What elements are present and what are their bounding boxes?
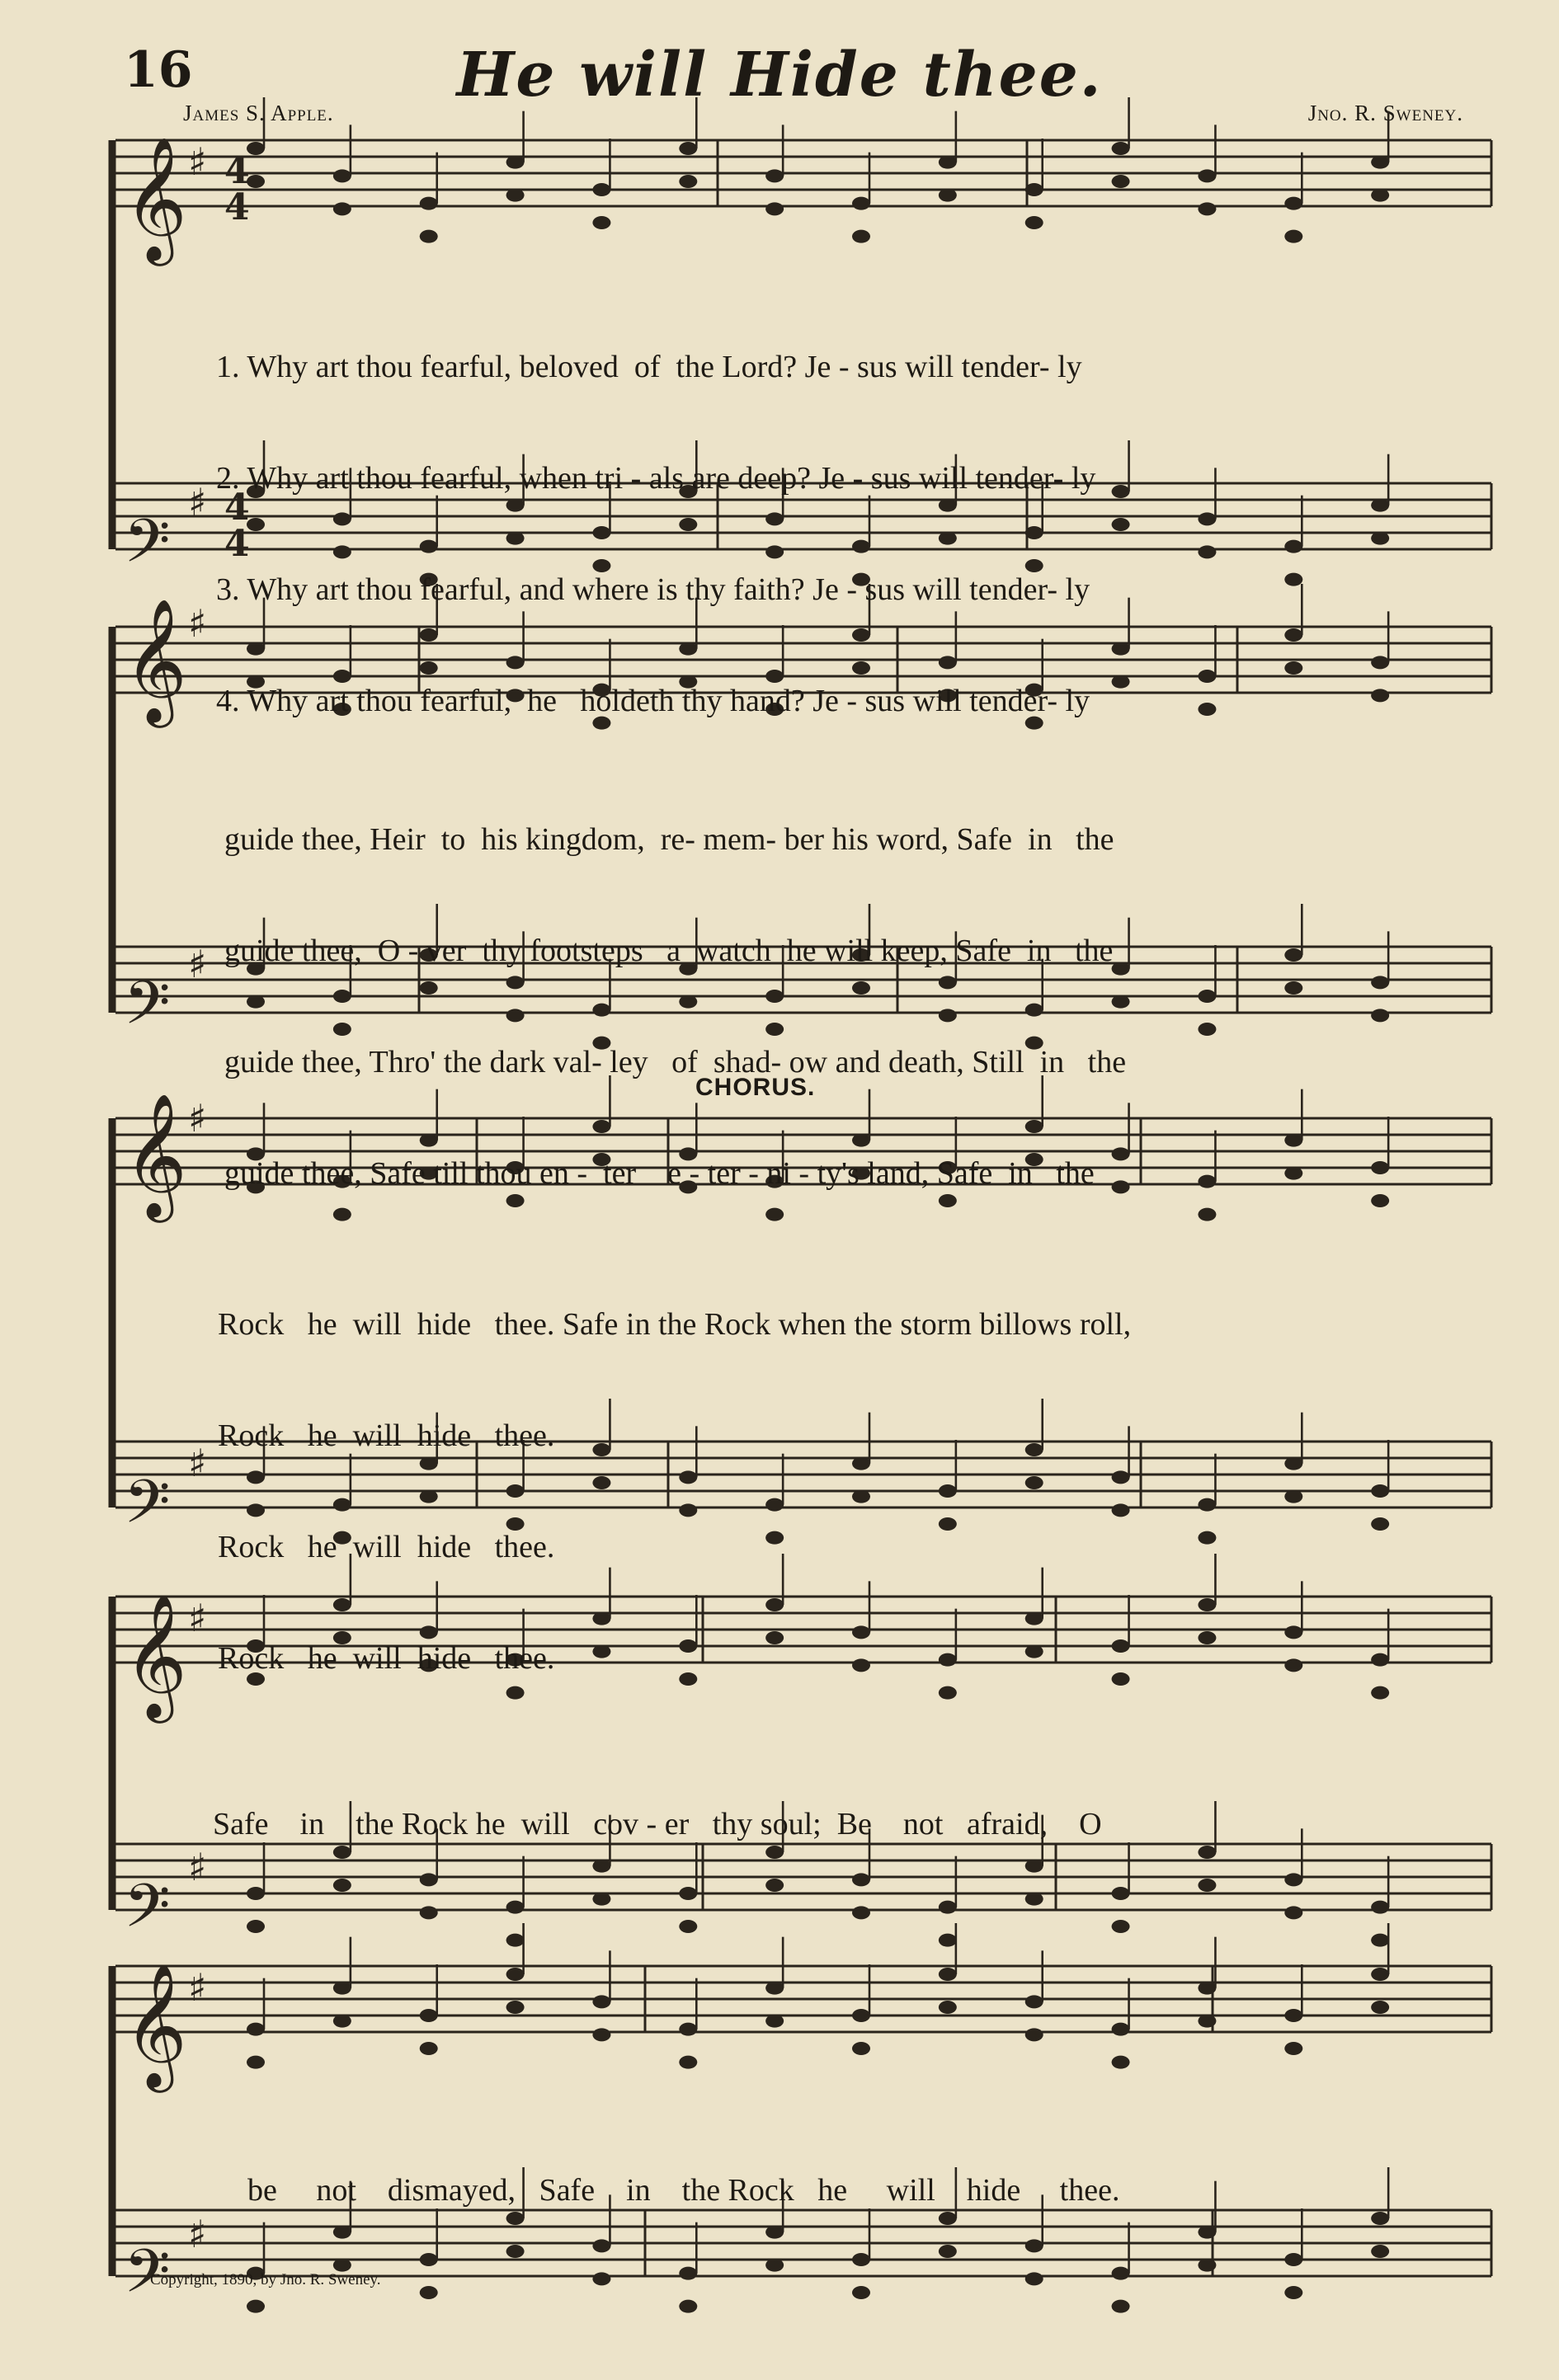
note-head — [1371, 2212, 1389, 2225]
note-head — [1025, 2272, 1043, 2285]
note-head — [1284, 2286, 1302, 2299]
treble-clef: 𝄞 — [124, 1592, 187, 1718]
note-head — [1198, 169, 1216, 182]
note-head — [1198, 512, 1216, 525]
note-head — [1025, 1995, 1043, 2008]
note-head — [1371, 1901, 1389, 1914]
lyricist-credit: James S. Apple. — [183, 101, 334, 125]
note-head — [939, 2245, 957, 2258]
note-head — [506, 189, 525, 202]
note-head — [1112, 642, 1130, 656]
note-head — [1284, 573, 1302, 586]
note-head — [333, 2259, 351, 2272]
note-head — [1371, 656, 1389, 669]
note-head — [247, 2023, 265, 2036]
note-head — [1112, 2300, 1130, 2313]
chorus-label: CHORUS. — [695, 1074, 816, 1101]
note-head — [1284, 2253, 1302, 2266]
note-head — [1371, 189, 1389, 202]
note-head — [1198, 2015, 1216, 2028]
note-head — [1284, 1134, 1302, 1147]
note-head — [1198, 703, 1216, 716]
verse-line: guide thee, Heir to his kingdom, re- mem- ber his word, Safe in the — [224, 822, 1114, 857]
note-head — [420, 2042, 438, 2055]
time-signature-bottom: 4 — [224, 186, 250, 228]
note-head — [852, 1906, 870, 1919]
clefs — [124, 135, 187, 2321]
note-head — [1371, 2001, 1389, 2014]
note-head — [1198, 990, 1216, 1003]
note-head — [247, 2056, 265, 2069]
note-head — [506, 1934, 525, 1947]
note-head — [1112, 142, 1130, 155]
verse-line: guide thee, O - ver thy footsteps a watch he will keep, Safe in the — [224, 934, 1114, 968]
note-head — [333, 202, 351, 215]
note-head — [1112, 518, 1130, 531]
verse-line: 3. Why art thou fearful, and where is thy faith? Je - sus will tender- ly — [216, 572, 1090, 607]
note-head — [852, 2042, 870, 2055]
verse-line: Rock he will hide thee. — [218, 1641, 555, 1676]
note-head — [765, 2015, 784, 2028]
note-head — [506, 1901, 525, 1914]
note-head — [420, 197, 438, 210]
note-head — [1198, 2226, 1216, 2239]
note-head — [1371, 1009, 1389, 1022]
note-head — [939, 156, 957, 169]
note-head — [1371, 689, 1389, 702]
note-head — [1284, 540, 1302, 553]
lyrics-system-1 — [216, 275, 1095, 757]
treble-clef: 𝄞 — [124, 597, 187, 722]
note-head — [1284, 2042, 1302, 2055]
note-head — [333, 2015, 351, 2028]
note-head — [420, 2253, 438, 2266]
note-head — [1198, 1498, 1216, 1512]
note-head — [1284, 981, 1302, 995]
note-head — [506, 2001, 525, 2014]
key-signatures — [188, 139, 206, 2256]
note-head — [679, 2056, 697, 2069]
note-head — [1025, 183, 1043, 196]
treble-clef: 𝄞 — [124, 1962, 187, 2087]
verse-line: Safe in the Rock he will cov - er thy soul; Be not afraid, O — [213, 1807, 1102, 1841]
note-head — [1198, 670, 1216, 683]
note-head — [1371, 976, 1389, 989]
bass-clef: 𝄢 — [124, 506, 171, 590]
note-head — [247, 2300, 265, 2313]
lyrics-system-2 — [224, 747, 1126, 1230]
note-head — [1198, 1208, 1216, 1221]
bass-clef: 𝄢 — [124, 1870, 171, 1955]
note-head — [1198, 1879, 1216, 1892]
note-head — [1371, 1934, 1389, 1947]
note-head — [1371, 1194, 1389, 1207]
note-head — [939, 1901, 957, 1914]
note-head — [247, 1887, 265, 1900]
note-head — [939, 1968, 957, 1981]
sharp-icon: ♯ — [188, 1596, 207, 1640]
note-head — [1198, 202, 1216, 215]
sharp-icon: ♯ — [188, 1845, 207, 1889]
time-signature-top: 4 — [224, 150, 250, 192]
note-head — [1371, 499, 1389, 512]
note-head — [765, 2259, 784, 2272]
treble-clef: 𝄞 — [124, 1092, 187, 1217]
verse-line: 4. Why art thou fearful, he holdeth thy hand? Je - sus will tender- ly — [216, 684, 1090, 718]
note-head — [1284, 230, 1302, 243]
treble-clef: 𝄞 — [124, 135, 187, 261]
note-head — [1025, 1893, 1043, 1906]
note-head — [1112, 485, 1130, 498]
note-head — [1198, 1846, 1216, 1859]
verse-line: guide thee, Thro' the dark val- ley of shad- ow and death, Still in the — [224, 1045, 1127, 1079]
note-head — [592, 2028, 610, 2041]
note-head — [765, 1879, 784, 1892]
note-head — [333, 1879, 351, 1892]
note-head — [679, 142, 697, 155]
note-head — [679, 2267, 697, 2280]
note-head — [1371, 1517, 1389, 1531]
note-head — [1371, 532, 1389, 545]
note-head — [1284, 2009, 1302, 2022]
note-head — [1371, 1686, 1389, 1700]
note-head — [1198, 1631, 1216, 1644]
sharp-icon: ♯ — [188, 601, 207, 646]
time-signature-bottom: 4 — [224, 523, 250, 565]
note-head — [506, 156, 525, 169]
note-head — [420, 1906, 438, 1919]
note-head — [679, 175, 697, 188]
note-head — [1198, 1598, 1216, 1611]
note-head — [765, 169, 784, 182]
note-head — [1371, 1653, 1389, 1667]
note-head — [1025, 216, 1043, 229]
bass-clef: 𝄢 — [124, 967, 171, 1052]
note-head — [852, 197, 870, 210]
note-head — [506, 1968, 525, 1981]
note-head — [1198, 1531, 1216, 1545]
sharp-icon: ♯ — [188, 2212, 207, 2256]
note-head — [1112, 175, 1130, 188]
note-head — [1284, 1873, 1302, 1886]
verse-line: Rock he will hide thee. — [218, 1418, 555, 1453]
note-head — [1371, 156, 1389, 169]
note-head — [592, 2272, 610, 2285]
note-head — [333, 169, 351, 182]
note-head — [1198, 1175, 1216, 1188]
note-head — [1112, 1920, 1130, 1933]
sharp-icon: ♯ — [188, 480, 207, 524]
note-head — [1284, 1906, 1302, 1919]
note-head — [1112, 2056, 1130, 2069]
note-head — [1371, 1161, 1389, 1174]
note-head — [1371, 1484, 1389, 1498]
note-head — [852, 2253, 870, 2266]
note-head — [1284, 1167, 1302, 1180]
note-head — [1112, 2267, 1130, 2280]
verse-line: Rock he will hide thee. Safe in the Rock when the storm billows roll, — [218, 1307, 1132, 1342]
note-head — [1112, 1887, 1130, 1900]
note-head — [247, 1920, 265, 1933]
bass-clef: 𝄢 — [124, 1466, 171, 1551]
note-head — [1284, 661, 1302, 675]
note-head — [1025, 2028, 1043, 2041]
note-head — [1284, 948, 1302, 962]
note-head — [1371, 2245, 1389, 2258]
note-head — [592, 1893, 610, 1906]
note-head — [1198, 1023, 1216, 1036]
sharp-icon: ♯ — [188, 1441, 207, 1485]
note-head — [1112, 675, 1130, 689]
note-head — [1284, 197, 1302, 210]
verse-line: be not dismayed, Safe in the Rock he will hide thee. — [247, 2173, 1120, 2208]
note-head — [1198, 2259, 1216, 2272]
verse-line: Rock he will hide thee. — [218, 1530, 555, 1564]
sharp-icon: ♯ — [188, 1096, 207, 1141]
note-head — [765, 202, 784, 215]
sharp-icon: ♯ — [188, 1965, 207, 2010]
copyright-notice: Copyright, 1890, by Jno. R. Sweney. — [150, 2271, 381, 2288]
note-head — [679, 2300, 697, 2313]
lyrics-system-4 — [213, 1732, 1102, 1880]
verse-line: guide thee, Safe till thou en - ter e - ter - ni - ty's land, Safe in the — [224, 1156, 1095, 1191]
note-head — [420, 2286, 438, 2299]
note-head — [1284, 1490, 1302, 1503]
note-head — [852, 2009, 870, 2022]
note-head — [1198, 1982, 1216, 1995]
note-head — [939, 2001, 957, 2014]
verse-line: 2. Why art thou fearful, when tri - als are deep? Je - sus will tender- ly — [216, 461, 1096, 496]
lyrics-system-3 — [218, 1232, 1131, 1714]
note-head — [1284, 1457, 1302, 1470]
note-head — [1284, 628, 1302, 642]
note-head — [679, 1887, 697, 1900]
note-head — [420, 230, 438, 243]
note-head — [1284, 1658, 1302, 1672]
note-head — [852, 230, 870, 243]
note-head — [506, 2245, 525, 2258]
bass-clef: 𝄢 — [124, 2236, 171, 2321]
note-head — [852, 2286, 870, 2299]
note-head — [1198, 545, 1216, 558]
note-head — [592, 1995, 610, 2008]
sharp-icon: ♯ — [188, 942, 207, 986]
sharp-icon: ♯ — [188, 139, 207, 184]
composer-credit: Jno. R. Sweney. — [1307, 101, 1463, 125]
note-head — [1112, 2023, 1130, 2036]
verse-line: 1. Why art thou fearful, beloved of the Lord? Je - sus will tender- ly — [216, 350, 1082, 384]
note-head — [679, 2023, 697, 2036]
note-head — [592, 183, 610, 196]
hymn-title: He will Hide thee. — [456, 40, 1103, 111]
note-head — [1371, 1968, 1389, 1981]
lyrics-system-5 — [247, 2098, 1119, 2246]
page-number: 16 — [124, 41, 193, 99]
note-head — [592, 216, 610, 229]
note-head — [679, 1920, 697, 1933]
note-head — [1284, 1625, 1302, 1639]
time-signature-top: 4 — [224, 487, 250, 529]
note-head — [939, 1934, 957, 1947]
note-head — [939, 189, 957, 202]
note-head — [765, 1982, 784, 1995]
note-head — [333, 1982, 351, 1995]
note-head — [420, 2009, 438, 2022]
